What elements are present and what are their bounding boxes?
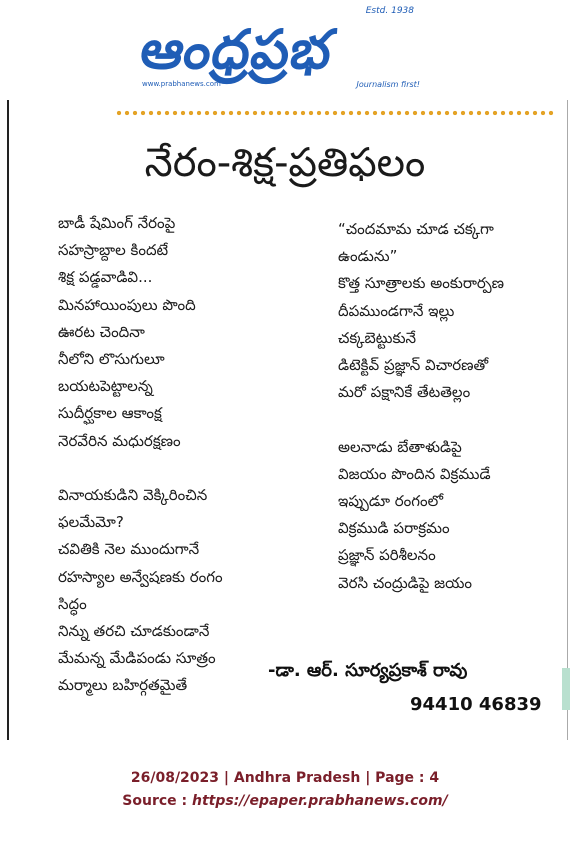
poem-line: సుదీర్ఘకాల ఆకాంక్ష bbox=[58, 404, 162, 423]
poem-line: ఊరట చెందినా bbox=[58, 322, 145, 341]
poem-line: సిద్ధం bbox=[58, 594, 87, 613]
poem-line: మినహాయింపులు పొంది bbox=[58, 295, 196, 314]
poem-line: వినాయకుడిని వెక్కిరించిన bbox=[58, 486, 208, 504]
accent-bar bbox=[562, 668, 570, 710]
footer-source bbox=[0, 793, 570, 809]
poem-line: చవితికి నెల ముందుగానే bbox=[58, 540, 200, 559]
dotted-divider bbox=[115, 110, 555, 116]
poem-line: ఇప్పుడూ రంగంలో bbox=[338, 492, 444, 510]
author-phone: 94410 46839 bbox=[410, 694, 542, 715]
poem-line: చక్కబెట్టుకునే bbox=[338, 328, 417, 347]
left-frame-rule bbox=[7, 100, 9, 740]
poem-line: వెరసి చంద్రుడిపై జయం bbox=[338, 573, 473, 592]
poem-line: దీపముండగానే ఇల్లు bbox=[338, 301, 455, 320]
poem-line: అలనాడు బేతాళుడిపై bbox=[338, 437, 462, 456]
poem-line: విజయం పొందిన విక్రముడే bbox=[338, 464, 491, 483]
estd-label: Estd. 1938 bbox=[365, 6, 414, 16]
poem-line: మేమన్న మేడిపండు సూత్రం bbox=[58, 649, 216, 668]
author-byline: -డా. ఆర్. సూర్యప్రకాశ్ రావు bbox=[268, 660, 468, 681]
masthead bbox=[130, 4, 430, 104]
poem-line: ఉండును” bbox=[338, 247, 398, 266]
poem-line: బాడీ షేమింగ్ నేరంపై bbox=[58, 214, 176, 232]
poem-line: మర్మాలు బహిర్గతమైతే bbox=[58, 676, 188, 695]
poem-line: విక్రముడి పరాక్రమం bbox=[338, 519, 450, 538]
poem-line: నిన్ను తరచి చూడకుండానే bbox=[58, 622, 210, 640]
poem-line: నెరవేరిన మధురక్షణం bbox=[58, 431, 181, 450]
poem-line: డిటెక్టివ్ ప్రజ్ఞాన్ విచారణతో bbox=[338, 356, 489, 374]
poem-line: మరో పక్షానికే తేటతెల్లం bbox=[338, 383, 471, 402]
poem-line: రహస్యాల అన్వేషణకు రంగం bbox=[58, 567, 223, 586]
article-headline: నేరం-శిక్ష-ప్రతిఫలం bbox=[144, 140, 426, 186]
poem-line: సహస్రాబ్దాల కిందటే bbox=[58, 241, 169, 260]
poem-line: శిక్ష పడ్డవాడివి... bbox=[58, 268, 153, 287]
poem-line: ఫలమేమో? bbox=[58, 513, 124, 532]
poem-line: నీలోని లొసుగులూ bbox=[58, 350, 165, 368]
poem-line: ప్రజ్ఞాన్ పరిశీలనం bbox=[338, 546, 436, 565]
source-label: Source : bbox=[122, 793, 192, 809]
footer-dateline: 26/08/2023 | Andhra Pradesh | Page : 4 bbox=[130, 770, 440, 786]
poem-line: బయటపెట్టాలన్న bbox=[58, 377, 153, 396]
newspaper-logo: ఆంధ్రప్రభ bbox=[136, 18, 337, 81]
poem-line: “చందమామ చూడ చక్కగా bbox=[338, 220, 494, 238]
poem-line: కొత్త సూత్రాలకు అంకురార్పణ bbox=[338, 274, 504, 293]
site-url: www.prabhanews.com bbox=[142, 80, 221, 88]
tagline: Journalism first! bbox=[356, 80, 420, 89]
right-frame-rule bbox=[567, 100, 568, 740]
source-link[interactable]: https://epaper.prabhanews.com/ bbox=[192, 793, 448, 809]
